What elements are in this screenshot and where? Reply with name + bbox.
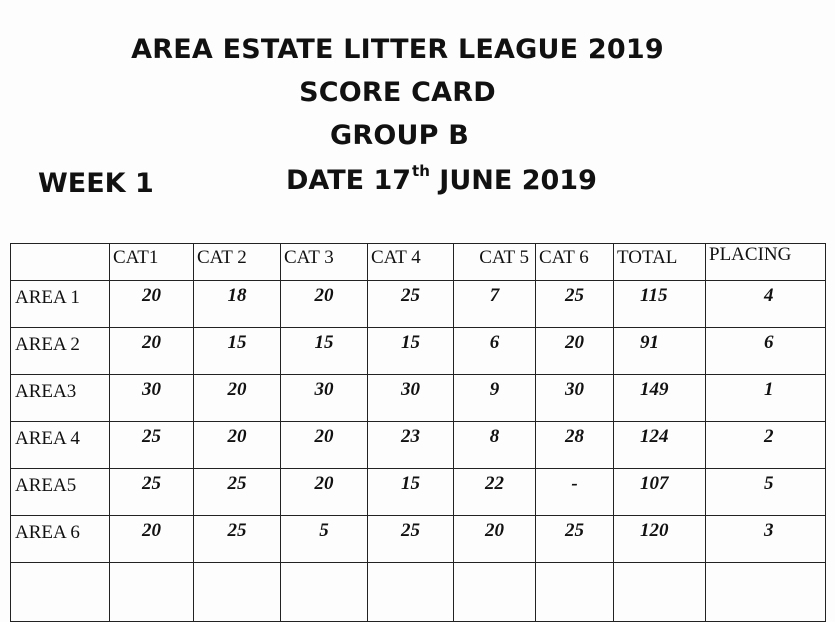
header-cell-cat3: CAT 3	[281, 244, 368, 281]
score-cell: 30	[110, 375, 194, 422]
score-cell: 9	[454, 375, 536, 422]
score-cell: 22	[454, 469, 536, 516]
score-cell: 20	[281, 422, 368, 469]
score-cell: 7	[454, 281, 536, 328]
date-prefix: DATE 17	[286, 165, 412, 196]
header-cell-cat6: CAT 6	[536, 244, 614, 281]
row-label: AREA 6	[11, 516, 110, 563]
score-cell: 30	[368, 375, 454, 422]
score-cell: 15	[368, 328, 454, 375]
date-ordinal-suffix: th	[412, 162, 430, 180]
score-cell: 20	[454, 516, 536, 563]
total-cell: 149	[614, 375, 706, 422]
empty-cell	[194, 563, 281, 622]
score-cell: 25	[194, 516, 281, 563]
score-cell: 20	[194, 375, 281, 422]
score-cell: 15	[368, 469, 454, 516]
score-cell: 25	[536, 281, 614, 328]
score-cell: 30	[536, 375, 614, 422]
score-cell: 20	[110, 281, 194, 328]
empty-row	[11, 563, 826, 622]
table-row	[11, 375, 826, 422]
table-row	[11, 469, 826, 516]
row-label: AREA 4	[11, 422, 110, 469]
header-cell-total: TOTAL	[614, 244, 706, 281]
score-cell: 25	[368, 516, 454, 563]
date-label	[286, 162, 597, 196]
table-row	[11, 516, 826, 563]
placing-cell: 4	[706, 281, 826, 328]
score-cell: 20	[110, 328, 194, 375]
table-row	[11, 422, 826, 469]
placing-cell: 2	[706, 422, 826, 469]
total-cell: 115	[614, 281, 706, 328]
header-cell-cat2: CAT 2	[194, 244, 281, 281]
empty-cell	[110, 563, 194, 622]
placing-cell: 6	[706, 328, 826, 375]
empty-cell	[706, 563, 826, 622]
header-cell-empty	[11, 244, 110, 281]
date-rest: JUNE 2019	[429, 165, 597, 196]
score-cell: 20	[110, 516, 194, 563]
score-cell: 20	[281, 469, 368, 516]
score-cell: 25	[110, 422, 194, 469]
table-header-row	[11, 244, 826, 281]
score-card-title: SCORE CARD	[299, 77, 496, 108]
score-cell: 25	[110, 469, 194, 516]
score-cell: 8	[454, 422, 536, 469]
score-cell: 20	[536, 328, 614, 375]
score-cell: 20	[194, 422, 281, 469]
score-cell: 20	[281, 281, 368, 328]
total-cell: 120	[614, 516, 706, 563]
table-row	[11, 328, 826, 375]
score-table	[10, 243, 826, 622]
score-cell: 15	[281, 328, 368, 375]
header-cell-cat5: CAT 5	[454, 244, 536, 281]
total-cell: 107	[614, 469, 706, 516]
row-label: AREA5	[11, 469, 110, 516]
empty-cell	[11, 563, 110, 622]
score-cell: -	[536, 469, 614, 516]
placing-cell: 5	[706, 469, 826, 516]
score-cell: 25	[368, 281, 454, 328]
placing-cell: 1	[706, 375, 826, 422]
header-cell-cat1: CAT1	[110, 244, 194, 281]
total-cell: 124	[614, 422, 706, 469]
row-label: AREA 2	[11, 328, 110, 375]
league-title: AREA ESTATE LITTER LEAGUE 2019	[131, 34, 664, 65]
empty-cell	[281, 563, 368, 622]
empty-cell	[454, 563, 536, 622]
score-cell: 30	[281, 375, 368, 422]
score-cell: 5	[281, 516, 368, 563]
score-cell: 23	[368, 422, 454, 469]
empty-cell	[368, 563, 454, 622]
row-label: AREA3	[11, 375, 110, 422]
score-cell: 18	[194, 281, 281, 328]
score-cell: 25	[536, 516, 614, 563]
table-row	[11, 281, 826, 328]
empty-cell	[536, 563, 614, 622]
score-cell: 25	[194, 469, 281, 516]
group-title: GROUP B	[330, 120, 469, 151]
score-cell: 15	[194, 328, 281, 375]
total-cell: 91	[614, 328, 706, 375]
row-label: AREA 1	[11, 281, 110, 328]
score-cell: 6	[454, 328, 536, 375]
empty-cell	[614, 563, 706, 622]
week-label: WEEK 1	[38, 168, 154, 199]
score-cell: 28	[536, 422, 614, 469]
header-cell-cat4: CAT 4	[368, 244, 454, 281]
header-cell-placing: PLACING	[706, 244, 826, 281]
placing-cell: 3	[706, 516, 826, 563]
